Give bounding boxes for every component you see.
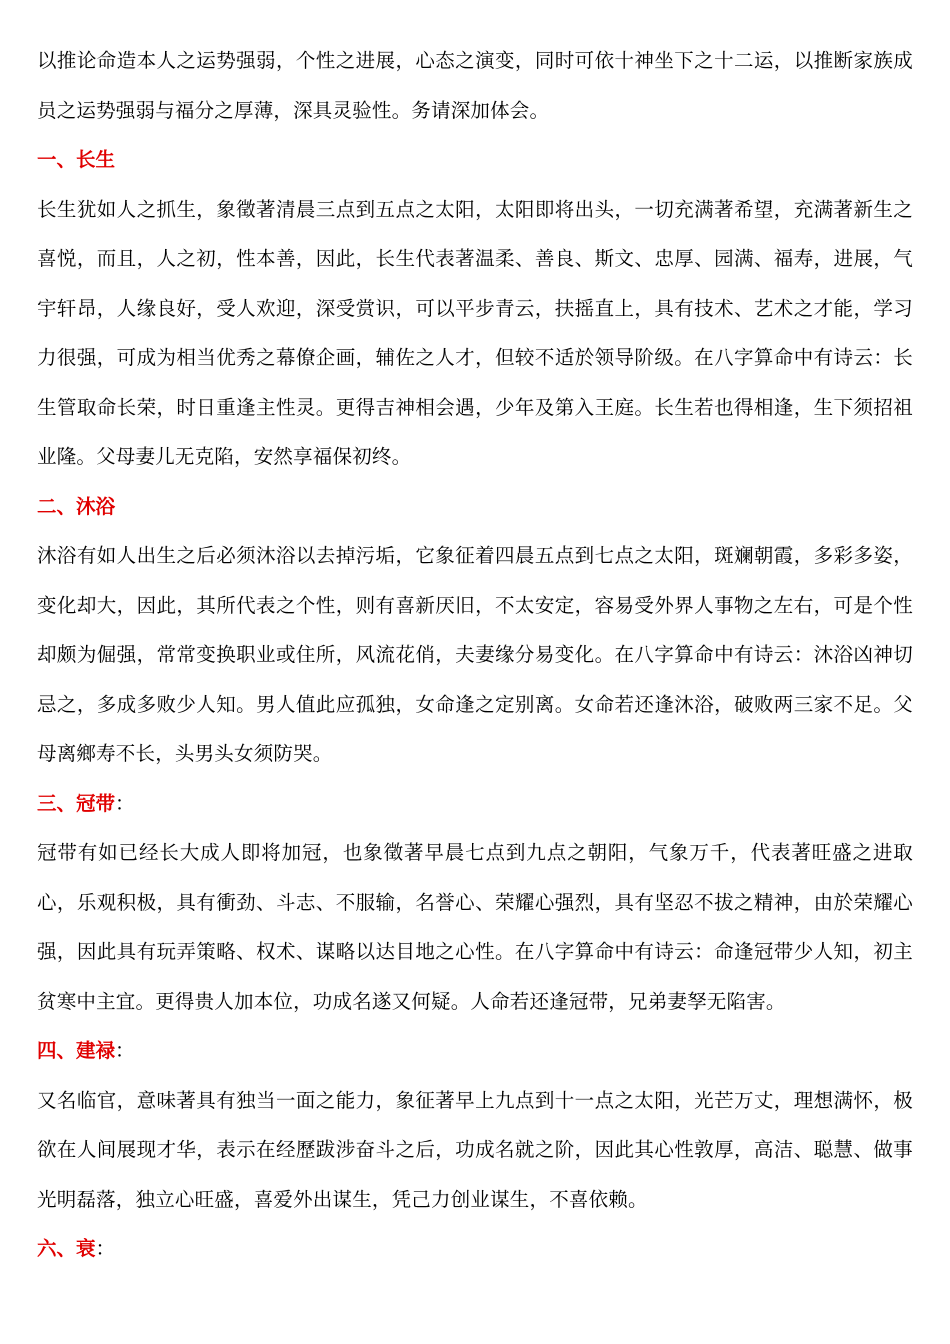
- section-title-suffix: ：: [95, 1237, 116, 1260]
- section-body-changsheng: 长生犹如人之抓生，象徵著清晨三点到五点之太阳，太阳即将出头，一切充满著希望，充满著新生之喜悦，而且，人之初，性本善，因此，长生代表著温柔、善良、斯文、忠厚、园满、福寿，进展，气宇轩昂，人缘良好，受人欢迎，深受赏识，可以平步青云，扶摇直上，具有技术、艺术之才能，学习力很强，可成为相当优秀之幕僚企画，辅佐之人才，但较不适於领导阶级。在八字算命中有诗云：长生管取命长荣，时日重逢主性灵。更得吉神相会遇，少年及第入王庭。长生若也得相逢，生下须招祖业隆。父母妻儿无克陷，安然享福保初终。: [37, 197, 913, 468]
- section-title: 三、冠带: [37, 791, 116, 815]
- section-title-suffix: ：: [115, 791, 135, 815]
- section-title-suffix: ：: [115, 1039, 135, 1062]
- section-heading-guandai: [37, 779, 913, 829]
- section-title: 二、沐浴: [37, 494, 116, 518]
- section-title: 一、长生: [37, 148, 116, 171]
- document-page: [37, 36, 913, 1274]
- section-body-jianlu: 又名临官，意味著具有独当一面之能力，象征著早上九点到十一点之太阳，光芒万丈，理想满怀，极欲在人间展现才华，表示在经歷跋涉奋斗之后，功成名就之阶，因此其心性敦厚，高洁、聪慧、做事光明磊落，独立心旺盛，喜爱外出谋生，凭己力创业谋生，不喜依赖。: [37, 1088, 913, 1211]
- section-title: 四、建禄: [37, 1039, 116, 1062]
- section-heading-jianlu: [37, 1026, 913, 1076]
- section-title: 六、衰: [37, 1237, 96, 1260]
- section-heading-changsheng: [37, 135, 913, 185]
- section-heading-shuai: [37, 1224, 913, 1274]
- section-body-muyu: 沐浴有如人出生之后必须沐浴以去掉污垢，它象征着四晨五点到七点之太阳，斑斓朝霞，多彩多姿，变化却大，因此，其所代表之个性，则有喜新厌旧，不太安定，容易受外界人事物之左右，可是个性却颇为倔强，常常变换职业或住所，风流花俏，夫妻缘分易变化。在八字算命中有诗云：沐浴凶神切忌之，多成多败少人知。男人值此应孤独，女命逢之定别离。女命若还逢沐浴，破败两三家不足。父母离鄉寿不长，头男头女须防哭。: [37, 544, 913, 765]
- intro-paragraph: 以推论命造本人之运势强弱，个性之进展，心态之演变，同时可依十神坐下之十二运，以推断家族成员之运势强弱与福分之厚薄，深具灵验性。务请深加体会。: [37, 49, 913, 122]
- section-body-guandai: 冠带有如已经长大成人即将加冠，也象徵著早晨七点到九点之朝阳，气象万千，代表著旺盛之进取心，乐观积极，具有衝劲、斗志、不服输，名誉心、荣耀心强烈，具有坚忍不拔之精神，由於荣耀心强，因此具有玩弄策略、权术、谋略以达目地之心性。在八字算命中有诗云：命逢冠带少人知，初主贫寒中主宜。更得贵人加本位，功成名遂又何疑。人命若还逢冠带，兄弟妻孥无陷害。: [37, 841, 913, 1013]
- section-heading-muyu: [37, 482, 913, 532]
